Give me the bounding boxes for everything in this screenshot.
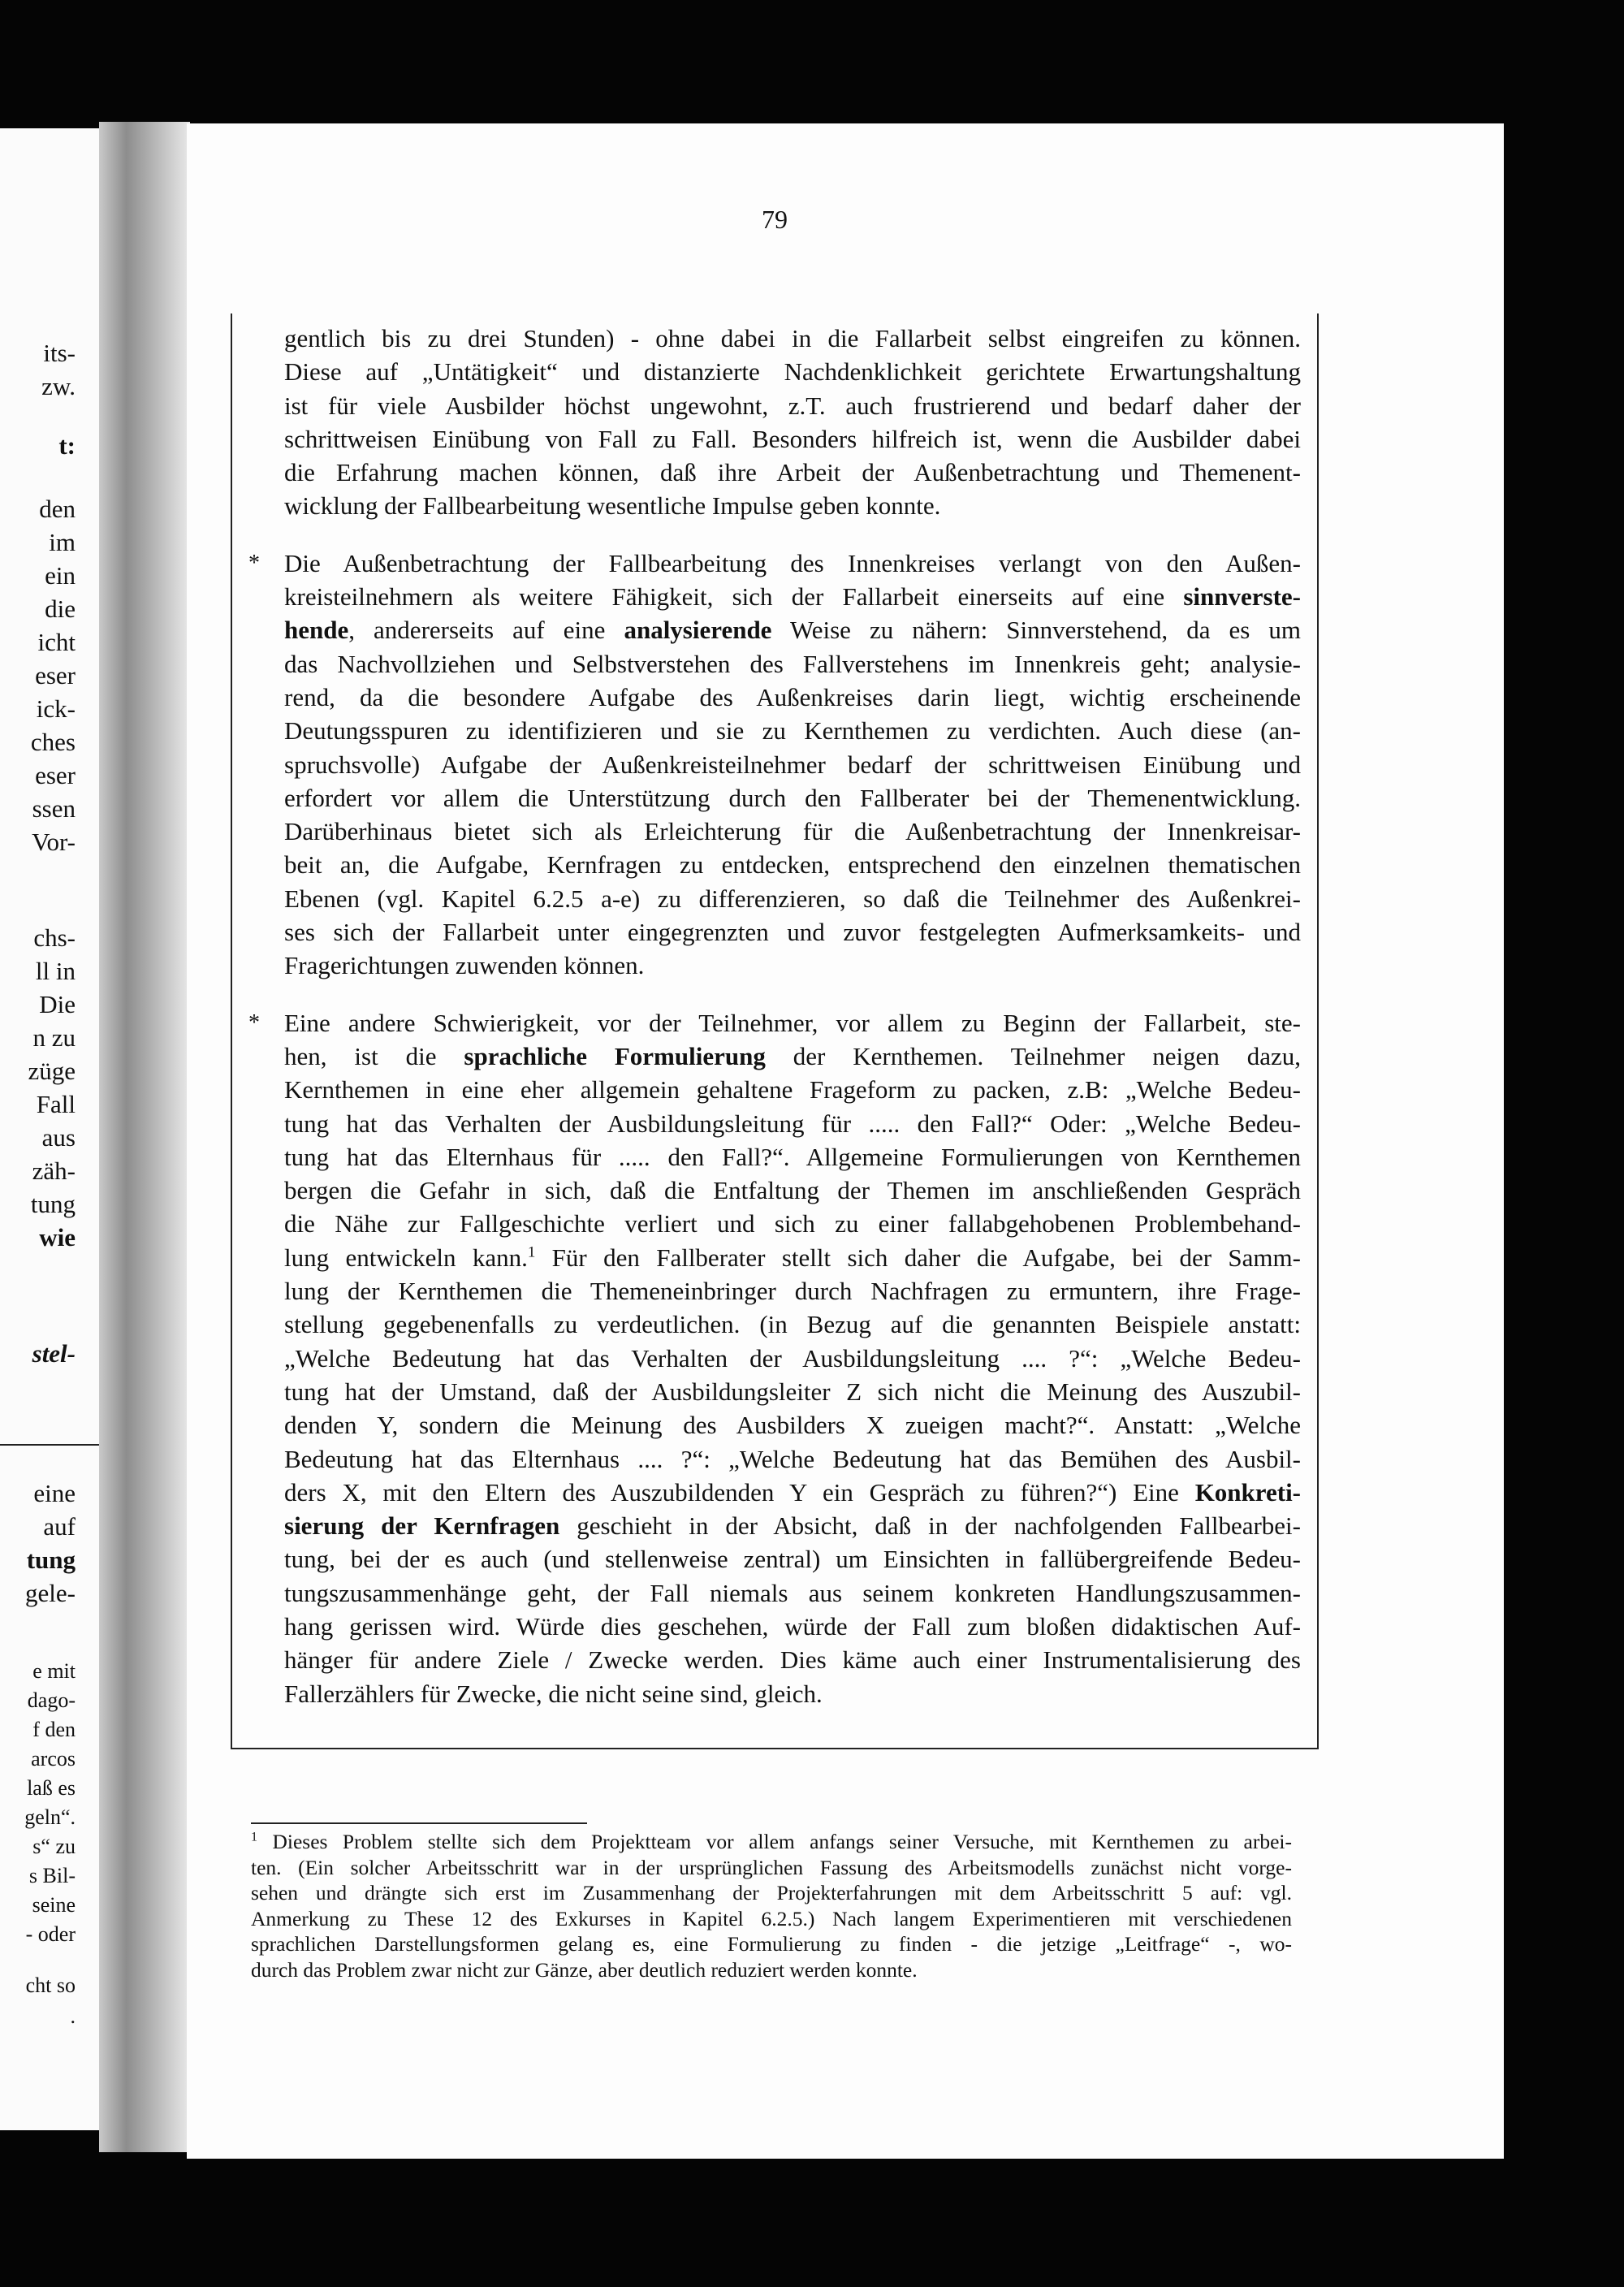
text-run: tung hat der Umstand, daß der Ausbildungsleiter Z sich nicht die Meinung des Auszubil- [284, 1377, 1301, 1406]
text-line [284, 489, 1301, 522]
left-text-group [25, 1476, 76, 1610]
footnote-line [251, 1880, 1292, 1906]
left-line: s“ zu [32, 1835, 76, 1858]
text-line [284, 714, 1301, 747]
left-line: Die [39, 990, 76, 1018]
text-run: Die Außenbetrachtung der Fallbearbeitung des Innenkreises verlangt von den Außen- [284, 548, 1301, 577]
text-run: spruchsvolle) Aufgabe der Außenkreisteilnehmer bedarf der schrittweisen Einübung und [284, 750, 1301, 779]
text-line [284, 456, 1301, 489]
text-line [284, 915, 1301, 949]
text-line [284, 1174, 1301, 1207]
facing-page-fragment [0, 128, 102, 2130]
left-line: ches [30, 728, 76, 756]
footnote-text: ten. (Ein solcher Arbeitsschritt war in der ursprünglichen Fassung des Arbeitsmodells zunächst nicht vorge- [251, 1855, 1292, 1879]
left-line: ll in [35, 957, 76, 985]
paragraph [248, 1006, 1301, 1710]
text-run: ses sich der Fallarbeit unter eingegrenzten und zuvor festgelegten Aufmerksamkeits- und [284, 918, 1301, 947]
left-line: n zu [32, 1023, 76, 1052]
left-line: eser [35, 761, 76, 789]
left-line: cht so [25, 1974, 76, 1997]
text-line [284, 1442, 1301, 1476]
text-line [284, 1677, 1301, 1710]
left-line: aus [41, 1123, 76, 1152]
left-line: zw. [41, 372, 76, 400]
text-run: bergen die Gefahr in sich, daß die Entfaltung der Themen im anschließenden Gespräch [284, 1176, 1301, 1205]
paragraph [284, 322, 1301, 523]
text-line [284, 949, 1301, 982]
emphasis-bold: sierung der Kernfragen [284, 1511, 560, 1541]
text-line [284, 882, 1301, 915]
text-line [284, 613, 1301, 646]
text-line [284, 422, 1301, 456]
text-line [284, 322, 1301, 355]
left-line: . [70, 2004, 76, 2028]
text-run: erfordert vor allem die Unterstützung durch den Fallberater bei der Themenentwicklung. [284, 783, 1301, 812]
text-run: „Welche Bedeutung hat das Verhalten der Ausbildungsleitung .... ?“: „Welche Bedeu- [284, 1343, 1301, 1373]
left-line: f den [32, 1718, 76, 1741]
text-run: denden Y, sondern die Meinung des Ausbilders X zueigen macht?“. Anstatt: „Welche [284, 1411, 1301, 1440]
left-line: auf [43, 1512, 76, 1541]
text-run: Diese auf „Untätigkeit“ und distanzierte Nachdenklichkeit gerichtete Erwartungshaltung [284, 357, 1301, 387]
text-line [284, 1140, 1301, 1174]
text-line [284, 1207, 1301, 1240]
left-line: t: [58, 431, 76, 460]
footnote-rule [251, 1822, 587, 1824]
footnote-line [251, 1931, 1292, 1957]
left-line: Fall [36, 1090, 76, 1118]
paragraph [248, 547, 1301, 983]
left-line: ick- [36, 694, 76, 723]
left-line: im [49, 528, 76, 556]
text-line [284, 1073, 1301, 1106]
left-line: tung [26, 1546, 76, 1574]
text-line [284, 1610, 1301, 1643]
footnote-text: Anmerkung zu These 12 des Exkurses in Kapitel 6.2.5.) Nach langem Experimentieren mit verschiedenen [251, 1906, 1292, 1930]
footnote-reference: 1 [527, 1243, 536, 1261]
text-run: tung, bei der es auch (und stellenweise zentral) um Einsichten in fallübergreifende Bedeu- [284, 1545, 1301, 1574]
left-line: eser [35, 661, 76, 690]
emphasis-bold: analysierende [624, 616, 772, 645]
left-text-group [24, 1657, 76, 1949]
emphasis-bold: hende [284, 616, 349, 645]
text-run: ist für viele Ausbilder höchst ungewohnt, z.T. auch frustrierend und bedarf daher der [284, 391, 1301, 420]
text-run: stellung gegebenenfalls zu verdeutlichen. (in Bezug auf die genannten Beispiele anstatt: [284, 1310, 1301, 1339]
left-line: zäh- [32, 1156, 76, 1185]
text-run: Darüberhinaus bietet sich als Erleichterung für die Außenbetrachtung der Innenkreisar- [284, 817, 1301, 846]
left-box-heading [32, 1337, 76, 1370]
left-line: seine [32, 1893, 76, 1917]
footnote [251, 1829, 1292, 1983]
text-line [284, 1408, 1301, 1442]
left-text-heading [58, 429, 76, 462]
text-line [284, 815, 1301, 848]
footnote-line [251, 1906, 1292, 1932]
text-run: hang gerissen wird. Würde dies geschehen, würde der Fall zum bloßen didaktischen Auf- [284, 1611, 1301, 1641]
left-line: wie [39, 1223, 76, 1252]
text-run: rend, da die besondere Aufgabe des Außenkreises darin liegt, wichtig erscheinende [284, 682, 1301, 711]
emphasis-bold: Konkreti- [1194, 1477, 1301, 1507]
left-text-group [41, 336, 76, 403]
footnote-line [251, 1957, 1292, 1983]
page-number: 79 [762, 205, 788, 234]
text-run: wicklung der Fallbearbeitung wesentliche Impulse geben konnte. [284, 491, 941, 521]
left-line: s Bil- [28, 1864, 76, 1887]
text-line [284, 580, 1301, 613]
text-run: beit an, die Aufgabe, Kernfragen zu entdecken, entsprechend den einzelnen thematischen [284, 850, 1301, 880]
left-line: züge [28, 1057, 76, 1085]
text-run: Ebenen (vgl. Kapitel 6.2.5 a-e) zu differenzieren, so daß die Teilnehmer des Außenkrei- [284, 884, 1301, 913]
text-run: tung hat das Elternhaus für ..... den Fall?“. Allgemeine Formulierungen von Kernthemen [284, 1142, 1301, 1171]
text-line [284, 647, 1301, 681]
left-line: icht [37, 628, 76, 656]
footnote-line [251, 1855, 1292, 1881]
left-line: den [39, 495, 76, 523]
text-line [284, 389, 1301, 422]
left-line: chs- [33, 923, 76, 952]
text-line [284, 547, 1301, 580]
left-line: stel- [32, 1339, 76, 1368]
text-run: Eine andere Schwierigkeit, vor der Teilnehmer, vor allem zu Beginn der Fallarbeit, ste- [284, 1008, 1301, 1037]
footnote-marker: 1 [251, 1830, 257, 1844]
text-line [284, 1375, 1301, 1408]
footnote-text: sprachlichen Darstellungsformen gelang es, eine Formulierung zu finden - die jetzige „Leitfrage“ -, wo- [251, 1932, 1292, 1956]
text-line [284, 1040, 1301, 1073]
footnote-text: durch das Problem zwar nicht zur Gänze, aber deutlich reduziert werden konnte. [251, 1957, 918, 1982]
left-text-group [26, 1970, 76, 2032]
left-text-group [28, 921, 76, 1254]
text-line [284, 1643, 1301, 1676]
footnote-line [251, 1829, 1292, 1855]
text-line [284, 1006, 1301, 1040]
text-run: geschieht in der Absicht, daß in der nachfolgenden Fallbearbei- [559, 1511, 1301, 1541]
text-line [284, 1274, 1301, 1308]
text-line [284, 1509, 1301, 1542]
text-run: tungszusammenhänge geht, der Fall niemals aus seinem konkreten Handlungszusammen- [284, 1578, 1301, 1607]
emphasis-bold: sinnverste- [1183, 582, 1301, 612]
text-line [284, 748, 1301, 781]
text-run: hen, ist die [284, 1041, 464, 1070]
left-line: - oder [25, 1922, 76, 1946]
text-line [284, 781, 1301, 815]
left-line: eine [33, 1479, 76, 1507]
emphasis-bold: sprachliche Formulierung [464, 1041, 766, 1070]
left-line: laß es [27, 1776, 76, 1800]
left-line: tung [30, 1190, 76, 1218]
bullet-asterisk-icon: * [248, 550, 260, 576]
text-run: Bedeutung hat das Elternhaus .... ?“: „Welche Bedeutung hat das Bemühen des Ausbil- [284, 1444, 1301, 1473]
left-line: arcos [31, 1747, 76, 1770]
footnote-text: Dieses Problem stellte sich dem Projektteam vor allem anfangs seiner Versuche, mit Kernthemen zu arbei- [272, 1830, 1292, 1853]
left-line: die [45, 594, 76, 623]
left-line: Vor- [32, 828, 76, 856]
left-line: dago- [27, 1688, 76, 1712]
text-line [284, 1107, 1301, 1140]
text-run: Deutungsspuren zu identifizieren und sie zu Kernthemen zu verdichten. Auch diese (an- [284, 716, 1301, 746]
text-run: ders X, mit den Eltern des Auszubildenden Y ein Gespräch zu führen?“) Eine [284, 1477, 1195, 1507]
text-run: lung entwickeln kann. [284, 1243, 528, 1272]
text-run: Fragerichtungen zuwenden können. [284, 951, 645, 980]
text-run: Für den Fallberater stellt sich daher die Aufgabe, bei der Samm- [535, 1243, 1301, 1272]
text-run: schrittweisen Einübung von Fall zu Fall. Besonders hilfreich ist, wenn die Ausbilder dabei [284, 424, 1301, 453]
text-line [284, 355, 1301, 388]
text-run: lung der Kernthemen die Themeneinbringer durch Nachfragen zu ermuntern, ihre Frage- [284, 1277, 1301, 1306]
text-run: Kernthemen in eine eher allgemein gehaltene Frageform zu packen, z.B: „Welche Bedeu- [284, 1075, 1301, 1105]
book-page [187, 123, 1504, 2159]
text-run: der Kernthemen. Teilnehmer neigen dazu, [765, 1041, 1301, 1070]
text-run: , andererseits auf eine [348, 616, 624, 645]
text-line [284, 848, 1301, 881]
text-line [284, 1542, 1301, 1576]
text-line [284, 681, 1301, 714]
text-line [284, 1342, 1301, 1375]
left-line: ein [45, 561, 76, 590]
text-line [284, 1308, 1301, 1341]
text-run: Weise zu nähern: Sinnverstehend, da es um [771, 616, 1301, 645]
text-run: hänger für andere Ziele / Zwecke werden. Dies käme auch einer Instrumentalisierung des [284, 1645, 1301, 1675]
text-run: Fallerzählers für Zwecke, die nicht seine sind, gleich. [284, 1679, 823, 1708]
bullet-asterisk-icon: * [248, 1009, 260, 1035]
text-run: kreisteilnehmern als weitere Fähigkeit, sich der Fallarbeit einerseits auf eine [284, 582, 1184, 612]
left-line: ssen [32, 794, 76, 823]
text-run: das Nachvollziehen und Selbstverstehen des Fallverstehens im Innenkreis geht; analysie- [284, 649, 1301, 678]
book-gutter-shadow [99, 122, 190, 2152]
main-text [248, 322, 1301, 1734]
text-line [284, 1476, 1301, 1509]
text-run: tung hat das Verhalten der Ausbildungsleitung für ..... den Fall?“ Oder: „Welche Bedeu- [284, 1109, 1301, 1138]
text-line [284, 1576, 1301, 1610]
left-line: e mit [32, 1659, 76, 1683]
left-text-group [31, 492, 76, 858]
text-run: die Nähe zur Fallgeschichte verliert und sich zu einer fallabgehobenen Problembehand- [284, 1209, 1301, 1239]
left-line: geln“. [24, 1805, 76, 1829]
left-line: its- [43, 339, 76, 367]
text-run: die Erfahrung machen können, daß ihre Arbeit der Außenbetrachtung und Themenent- [284, 458, 1301, 487]
text-line [284, 1241, 1301, 1274]
text-run: gentlich bis zu drei Stunden) - ohne dabei in die Fallarbeit selbst eingreifen zu können. [284, 324, 1301, 352]
footnote-text: sehen und drängte sich erst im Zusammenhang der Projekterfahrungen mit dem Arbeitsschritt 5 auf: vgl. [251, 1881, 1292, 1905]
left-line: gele- [25, 1579, 76, 1607]
